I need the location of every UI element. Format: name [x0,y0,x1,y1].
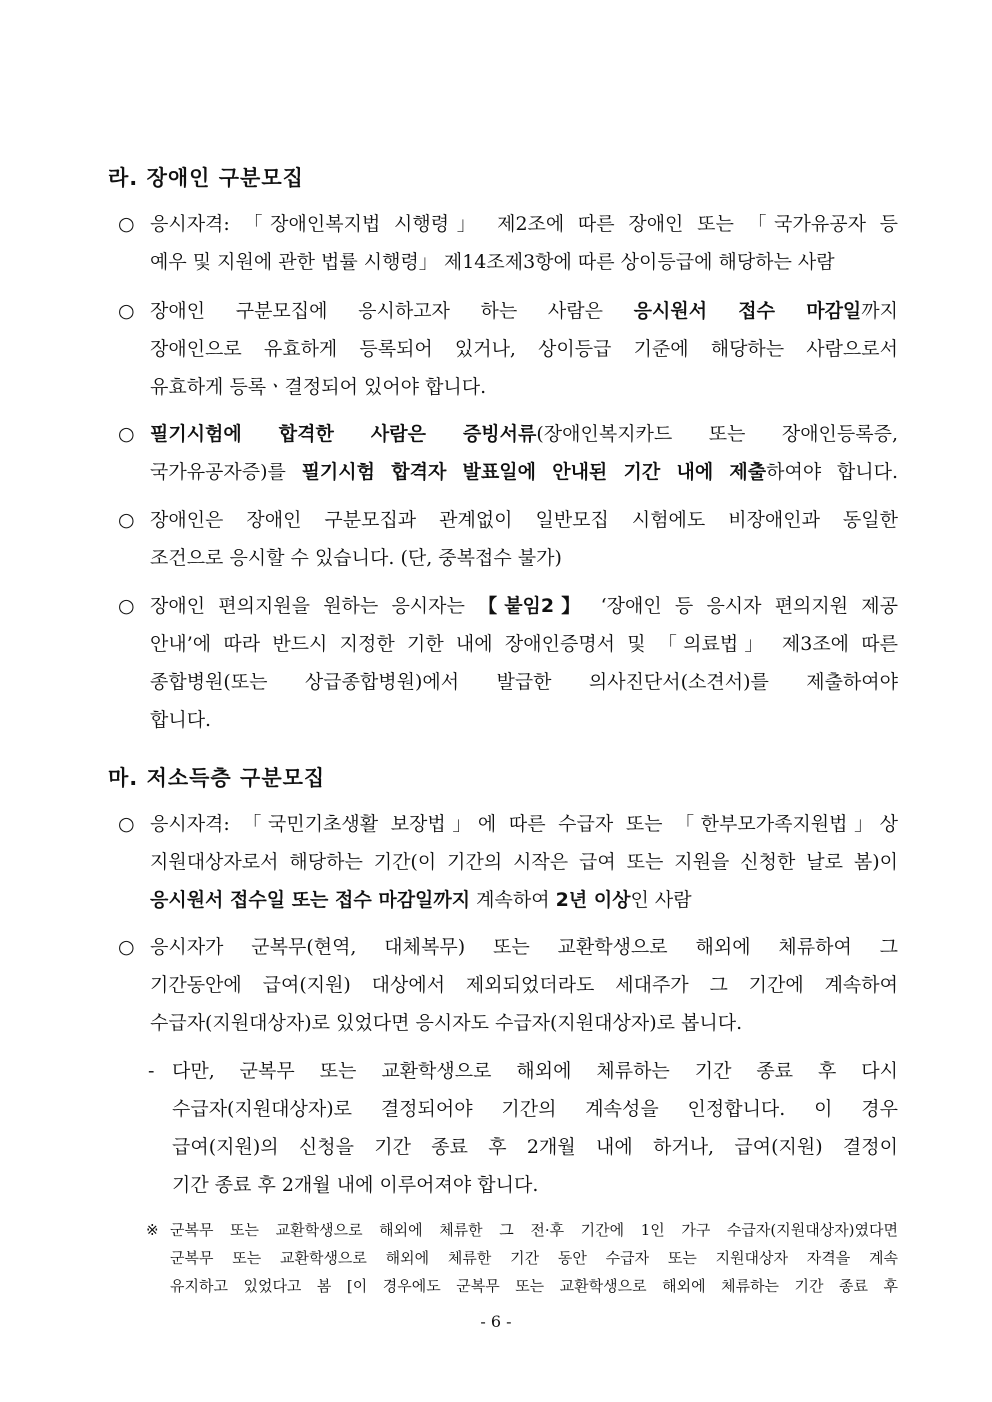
section-heading-ma: 마. 저소득층 구분모집 [108,766,326,790]
text-line: 장애인 편의지원을 원하는 응시자는 【붙임2】 ‘장애인 등 응시자 편의지원 제공 [150,595,899,617]
list-item [118,587,898,739]
text-line: 예우 및 지원에 관한 법률 시행령」 제14조제3항에 따른 상이등급에 해당하는 사람 [150,251,835,273]
list-item [118,415,898,491]
circle-bullet-icon: ○ [118,423,135,445]
text-line: 수급자(지원대상자)로 있었다면 응시자도 수급자(지원대상자)로 봅니다. [150,1012,743,1034]
text-line: 군복무 또는 교환학생으로 해외에 체류한 그 전·후 기간에 1인 가구 수급자(지원대상자)였다면 [170,1221,898,1239]
text-line: 장애인은 장애인 구분모집과 관계없이 일반모집 시험에도 비장애인과 동일한 [150,509,898,531]
note [146,1216,898,1300]
page-number: - 6 - [480,1312,512,1331]
text-line: 합니다. [150,709,212,731]
text-line: 장애인으로 유효하게 등록되어 있거나, 상이등급 기준에 해당하는 사람으로서 [150,338,898,360]
text-line: 지원대상자로서 해당하는 기간(이 기간의 시작은 급여 또는 지원을 신청한 날로 봄)이 [150,851,898,873]
text-line: 응시원서 접수일 또는 접수 마감일까지 계속하여 2년 이상인 사람 [150,889,692,911]
list-item [118,501,898,577]
text-line: 군복무 또는 교환학생으로 해외에 체류한 기간 동안 수급자 또는 지원대상자 자격을 계속 [170,1249,898,1267]
list-item [118,292,898,406]
text-line: 필기시험에 합격한 사람은 증빙서류(장애인복지카드 또는 장애인등록증, [150,423,899,445]
text-line: 응시자격: 「국민기초생활 보장법」에 따른 수급자 또는 「한부모가족지원법」상 [150,813,898,835]
section-heading-ra: 라. 장애인 구분모집 [108,166,304,190]
reference-mark-icon: ※ [146,1221,159,1239]
circle-bullet-icon: ○ [118,595,135,617]
circle-bullet-icon: ○ [118,213,135,235]
list-item [118,805,898,919]
text-line: 안내’에 따라 반드시 지정한 기한 내에 장애인증명서 및 「의료법」 제3조에 따른 [150,633,898,655]
circle-bullet-icon: ○ [118,509,135,531]
text-line: 국가유공자증)를 필기시험 합격자 발표일에 안내된 기간 내에 제출하여야 합니다. [150,461,898,483]
text-line: 기간 종료 후 2개월 내에 이루어져야 합니다. [172,1174,539,1196]
text-line: 유지하고 있었다고 봄 [이 경우에도 군복무 또는 교환학생으로 해외에 체류하는 기간 종료 후 [170,1277,898,1295]
text-line: 조건으로 응시할 수 있습니다. (단, 중복접수 불가) [150,547,562,569]
circle-bullet-icon: ○ [118,813,135,835]
text-line: 응시자격: 「장애인복지법 시행령」 제2조에 따른 장애인 또는 「국가유공자 등 [150,213,898,235]
circle-bullet-icon: ○ [118,300,135,322]
circle-bullet-icon: ○ [118,936,135,958]
text-line: 종합병원(또는 상급종합병원)에서 발급한 의사진단서(소견서)를 제출하여야 [150,671,898,693]
text-line: 수급자(지원대상자)로 결정되어야 기간의 계속성을 인정합니다. 이 경우 [172,1098,898,1120]
list-item [118,928,898,1042]
list-item [118,205,898,281]
text-line: 다만, 군복무 또는 교환학생으로 해외에 체류하는 기간 종료 후 다시 [172,1060,898,1082]
text-line: 유효하게 등록ㆍ결정되어 있어야 합니다. [150,376,487,398]
dash-bullet-icon: - [148,1060,155,1082]
text-line: 응시자가 군복무(현역, 대체복무) 또는 교환학생으로 해외에 체류하여 그 [150,936,898,958]
text-line: 장애인 구분모집에 응시하고자 하는 사람은 응시원서 접수 마감일까지 [150,300,898,322]
text-line: 급여(지원)의 신청을 기간 종료 후 2개월 내에 하거나, 급여(지원) 결정이 [172,1136,898,1158]
sub-list-item [148,1052,898,1204]
text-line: 기간동안에 급여(지원) 대상에서 제외되었더라도 세대주가 그 기간에 계속하여 [150,974,898,996]
